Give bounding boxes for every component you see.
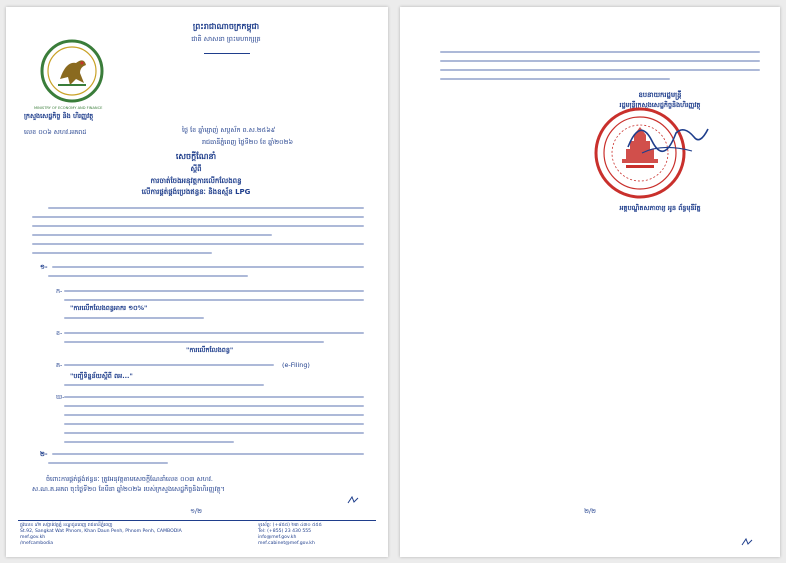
sub-item-b: ខ- — [56, 329, 63, 337]
text-line — [440, 69, 760, 71]
highlight-data-list: "បញ្ជីទិន្នន័យស្តីពី ពអ..." — [70, 372, 133, 380]
text-line — [64, 384, 264, 386]
footer-website[interactable]: mef.gov.kh — [20, 535, 46, 540]
document-type: សេចក្តីណែនាំ — [175, 152, 217, 161]
text-line — [64, 332, 364, 334]
footer-divider — [18, 520, 376, 521]
sub-item-a: ក- — [56, 287, 63, 295]
text-line — [52, 453, 364, 455]
text-line — [64, 405, 364, 407]
initials-mark — [346, 495, 360, 505]
signature — [622, 107, 712, 167]
ministry-name: ក្រសួងសេដ្ឋកិច្ច និង ហិរញ្ញវត្ថុ — [24, 112, 94, 120]
footer-social[interactable]: /mefcambodia — [20, 541, 54, 546]
text-line — [32, 216, 364, 218]
page-number: ១/២ — [190, 507, 202, 515]
text-line — [32, 225, 364, 227]
text-line — [64, 299, 364, 301]
document-page-2 — [400, 7, 780, 557]
text-line — [32, 243, 364, 245]
item-1-marker: ១- — [40, 263, 48, 271]
motto-divider — [204, 47, 250, 54]
text-line — [440, 78, 670, 80]
subject-line-1: ការចាត់ចែងអនុវត្តការលើកលែងពន្ធ — [150, 177, 242, 185]
sub-item-d: ឃ- — [56, 393, 65, 401]
initials-mark-2 — [740, 537, 754, 547]
text-line — [48, 207, 364, 209]
solar-date: រាជធានីភ្នំពេញ ថ្ងៃទី២០ ខែ ឆ្នាំ២០២៦ — [202, 138, 293, 146]
footer-email[interactable]: info@mef.gov.kh — [258, 535, 297, 540]
footer-address-en: St.92, Sangkat Wat Phnom, Khan Daun Penh, Phnom Penh, CAMBODIA — [20, 529, 182, 534]
text-line — [52, 266, 364, 268]
text-line — [64, 341, 324, 343]
signoff-ministry: រដ្ឋមន្ត្រីក្រសួងសេដ្ឋកិច្ចនិងហិរញ្ញវត្ថុ — [619, 101, 701, 109]
text-line — [64, 364, 274, 366]
document-page-1 — [6, 7, 388, 557]
signatory-name: អគ្គបណ្ឌិតសភាចារ្យ អូន ព័ន្ធមុនីរ័ត្ន — [619, 204, 701, 212]
text-line — [48, 275, 248, 277]
reference-number: លេខ ០០៦ សហវ.អគពដ — [24, 128, 87, 136]
closing-line-1: ចំពោះការផ្គត់ផ្គង់ឥន្ធនៈ ត្រូវអនុវត្តតាមសេចក្តីណែនាំលេខ ០០៣ សហវ. — [46, 475, 213, 483]
footer-phone-kh: ទូរស័ព្ទ: (+៨៥៥) ២៣ ៤៣០ ៥៥៥ — [258, 523, 322, 528]
text-line — [440, 51, 760, 53]
text-line — [64, 423, 364, 425]
footer-address-kh: ផ្លូវលេខ ៩២ សង្កាត់វត្តភ្នំ ខណ្ឌដូនពេញ រាជធានីភ្នំពេញ — [20, 523, 113, 528]
sub-item-c: គ- — [56, 361, 63, 369]
lunar-date: ថ្ងៃ ខែ ឆ្នាំម្សាញ់ សប្តស័ក ព.ស.២៥៦៩ — [182, 126, 276, 134]
highlight-exemption-10: "ការលើកលែងពន្ធអាករ ១០%" — [70, 304, 148, 312]
text-line — [48, 462, 168, 464]
text-line — [64, 441, 234, 443]
footer-phone-en: Tel: (+855) 23 430 555 — [258, 529, 312, 534]
highlight-exemption: "ការលើកលែងពន្ធ" — [186, 346, 234, 354]
logo-caption: MINISTRY OF ECONOMY AND FINANCE — [34, 106, 103, 110]
item-2-marker: ២- — [40, 450, 48, 458]
text-line — [440, 60, 760, 62]
kingdom-motto: ជាតិ សាសនា ព្រះមហាក្សត្រ — [191, 35, 261, 43]
text-line — [32, 234, 272, 236]
ministry-logo — [40, 39, 104, 103]
subject-line-2: លើការផ្គត់ផ្គង់ប្រេងឥន្ធនៈ និងឧស្ម័ន LPG — [141, 188, 251, 196]
closing-line-2: ស.ណ.គ.អគព ចុះថ្ងៃទី២០ ខែមីនា ឆ្នាំ២០២៦ របស់ក្រសួងសេដ្ឋកិច្ចនិងហិរញ្ញវត្ថុ។ — [32, 485, 225, 493]
text-line — [64, 414, 364, 416]
text-line — [64, 290, 364, 292]
text-line — [64, 432, 364, 434]
text-line — [64, 396, 364, 398]
footer-email-cabinet[interactable]: mef.cabinet@mef.gov.kh — [258, 541, 315, 546]
text-line — [64, 317, 204, 319]
document-about: ស្តីពី — [190, 165, 202, 173]
page-number-2: ២/២ — [584, 507, 596, 515]
signoff-title: ឧបនាយករដ្ឋមន្ត្រី — [638, 91, 682, 99]
highlight-efiling: (e-Filing) — [282, 361, 310, 369]
text-line — [32, 252, 212, 254]
kingdom-header: ព្រះរាជាណាចក្រកម្ពុជា — [192, 22, 260, 31]
